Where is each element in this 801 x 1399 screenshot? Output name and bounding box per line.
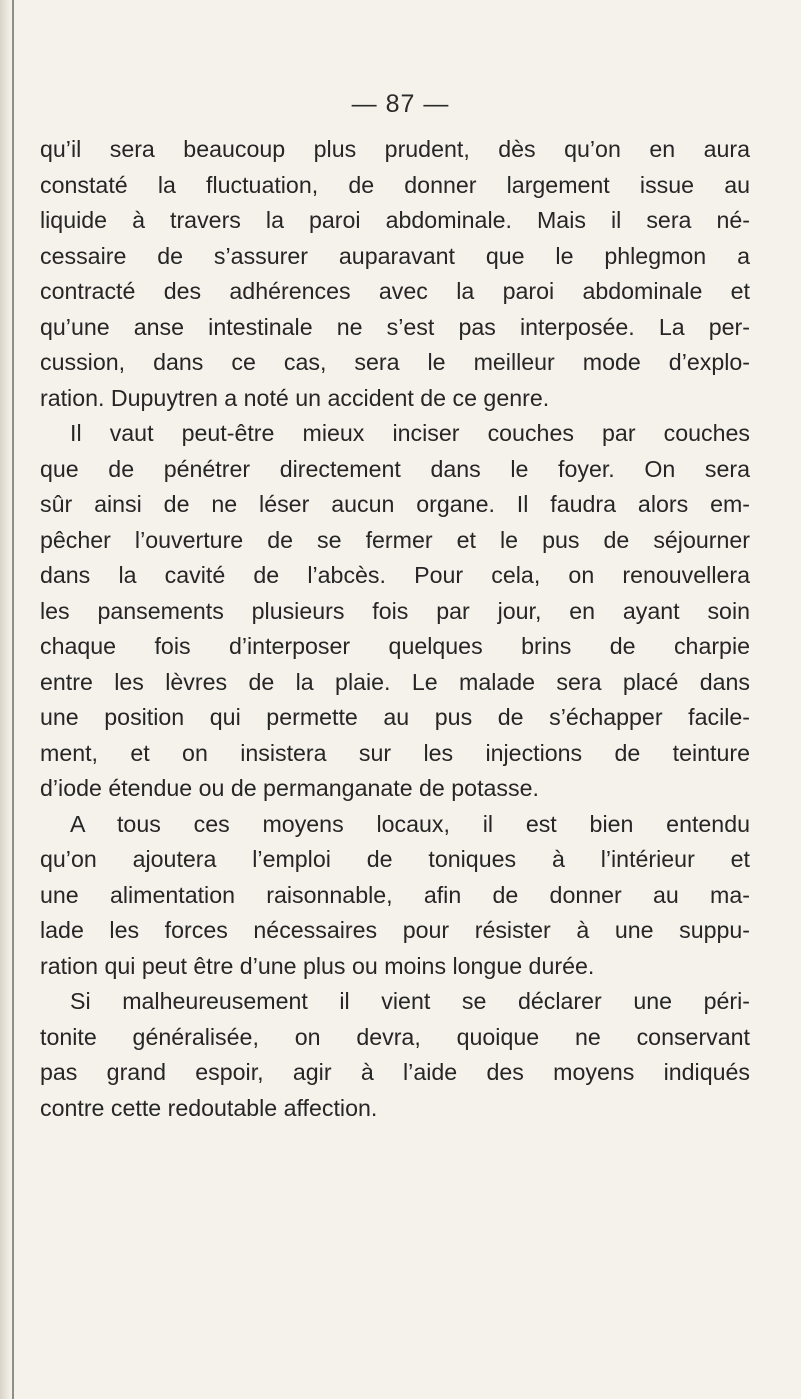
text-line: lade les forces nécessaires pour résister à une suppu- xyxy=(40,917,750,943)
text-line: cessaire de s’assurer auparavant que le phlegmon a xyxy=(40,242,750,269)
text-line: Si malheureusement il vient se déclarer une péri- xyxy=(70,988,750,1014)
text-line: qu’il sera beaucoup plus prudent, dès qu’on en aura xyxy=(40,136,750,162)
text-line: une alimentation raisonnable, afin de donner au ma- xyxy=(40,881,750,908)
text-line: sûr ainsi de ne léser aucun organe. Il faudra alors em- xyxy=(40,491,750,517)
text-line: contre cette redoutable affection. xyxy=(40,1094,378,1121)
text-line: qu’une anse intestinale ne s’est pas interposée. La per- xyxy=(40,313,750,340)
text-line: entre les lèvres de la plaie. Le malade sera placé dans xyxy=(40,668,750,695)
body-text xyxy=(40,132,750,1126)
text-line: ration qui peut être d’une plus ou moins longue durée. xyxy=(40,952,595,979)
text-line: dans la cavité de l’abcès. Pour cela, on renouvellera xyxy=(40,562,750,588)
text-line: ment, et on insistera sur les injections de teinture xyxy=(40,739,750,766)
text-line: constaté la fluctuation, de donner largement issue au xyxy=(40,171,750,198)
text-line: une position qui permette au pus de s’échapper facile- xyxy=(40,704,750,730)
text-line: cussion, dans ce cas, sera le meilleur mode d’explo- xyxy=(40,349,750,375)
page-number: — 87 — xyxy=(351,90,450,118)
text-line: pêcher l’ouverture de se fermer et le pus de séjourner xyxy=(40,526,750,553)
binding-edge-line xyxy=(12,0,14,1399)
text-line: chaque fois d’interposer quelques brins de charpie xyxy=(40,633,750,659)
text-line: ration. Dupuytren a noté un accident de ce genre. xyxy=(40,384,550,411)
text-line: qu’on ajoutera l’emploi de toniques à l’intérieur et xyxy=(40,846,750,872)
text-line: A tous ces moyens locaux, il est bien entendu xyxy=(70,810,750,837)
text-line: contracté des adhérences avec la paroi abdominale et xyxy=(40,278,750,304)
text-line: pas grand espoir, agir à l’aide des moyens indiqués xyxy=(40,1059,750,1085)
text-line: Il vaut peut-être mieux inciser couches par couches xyxy=(70,420,750,446)
text-line: liquide à travers la paroi abdominale. Mais il sera né- xyxy=(40,207,750,233)
page-gutter xyxy=(0,0,12,1399)
text-line: tonite généralisée, on devra, quoique ne conservant xyxy=(40,1023,750,1050)
text-line: les pansements plusieurs fois par jour, en ayant soin xyxy=(40,597,750,624)
text-line: d’iode étendue ou de permanganate de potasse. xyxy=(40,775,539,801)
text-line: que de pénétrer directement dans le foyer. On sera xyxy=(40,455,750,482)
